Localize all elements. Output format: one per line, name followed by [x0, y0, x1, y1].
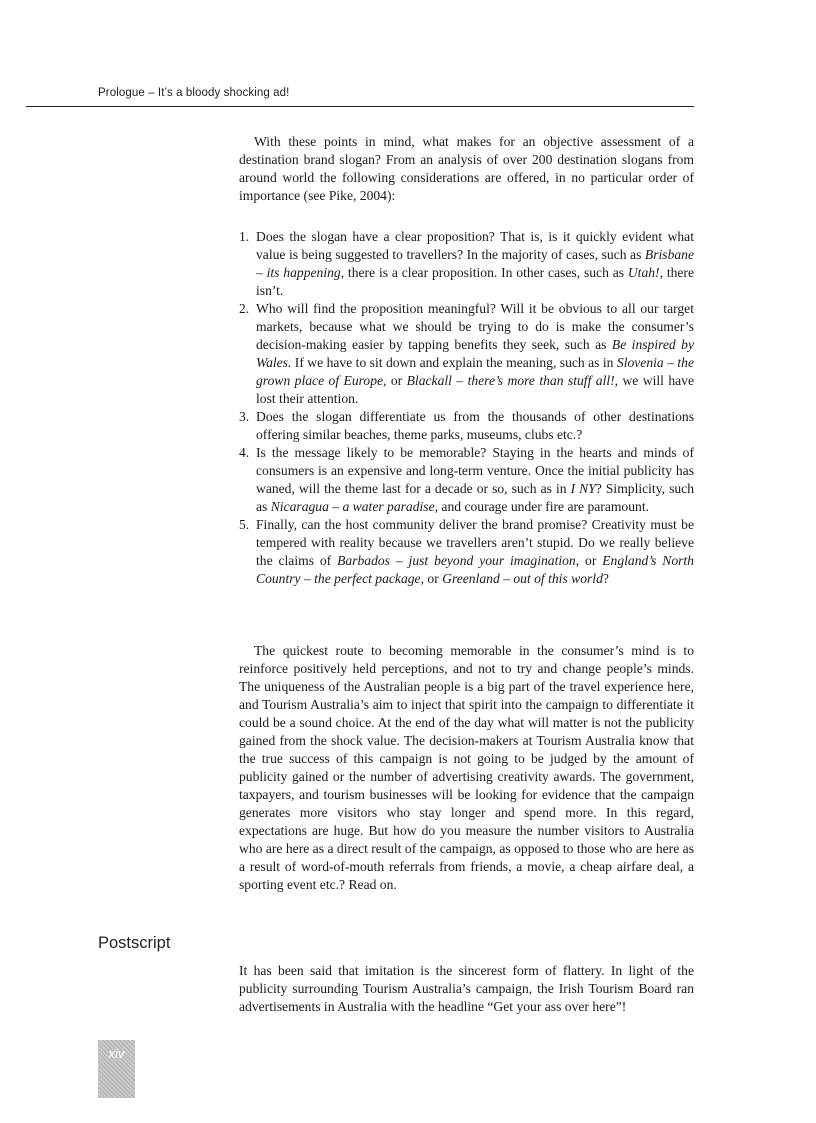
page-number-tab: [98, 1040, 135, 1098]
list-item-number: 3.: [239, 409, 250, 424]
list-item: [239, 408, 694, 444]
list-item-text: If we have to sit down and explain the meaning, such as in: [291, 355, 617, 370]
list-item-text: ? Simplicity, such as: [256, 481, 694, 514]
list-item: [239, 444, 694, 516]
slogan-text: Be inspired by Wales.: [256, 337, 694, 370]
slogan-text: Greenland – out of this world: [442, 571, 603, 586]
slogan-text: Brisbane – its happening: [256, 247, 694, 280]
slogan-text: Utah!,: [627, 265, 663, 280]
list-item: [239, 228, 694, 300]
list-item-text: , we will have lost their attention.: [256, 373, 694, 406]
slogan-text: Barbados – just beyond your imagination: [337, 553, 576, 568]
list-item-text: , or: [420, 571, 443, 586]
list-item-text: Who will find the proposition meaningful? Will it be obvious to all our target markets, because what we should be trying to do is make the consumer’s decision-making easier by tapping benefits they seek, such as: [256, 301, 694, 352]
list-item-text: Finally, can the host community deliver the brand promise? Creativity must be tempered with reality because we travellers aren’t stupid. Do we really believe the claims of: [256, 517, 694, 568]
slogan-text: Blackall – there’s more than stuff all!: [406, 373, 615, 388]
considerations-list-block: [239, 228, 694, 588]
list-item-text: , or: [383, 373, 407, 388]
list-item-text: and courage under fire are paramount.: [438, 499, 649, 514]
list-item-number: 5.: [239, 517, 250, 532]
list-item-number: 4.: [239, 445, 250, 460]
slogan-text: I NY: [570, 481, 596, 496]
page-number: xiv: [108, 1046, 125, 1061]
list-item-text: , there is a clear proposition. In other cases, such as: [340, 265, 628, 280]
list-item-number: 1.: [239, 229, 250, 244]
postscript-block: [239, 962, 694, 1016]
list-item-text: there isn’t.: [256, 265, 694, 298]
postscript-paragraph: It has been said that imitation is the sincerest form of flattery. In light of the publicity surrounding Tourism Australia’s campaign, the Irish Tourism Board ran advertisements in Australia with the headline “Get your ass over here”!: [239, 963, 694, 1014]
list-item-text: Does the slogan differentiate us from the thousands of other destinations offering similar beaches, theme parks, museums, clubs etc.?: [256, 409, 694, 442]
conclusion-paragraph-block: [239, 642, 694, 894]
list-item-text: ?: [602, 571, 609, 586]
list-item: [239, 516, 694, 588]
intro-paragraph: With these points in mind, what makes for an objective assessment of a destination brand slogan? From an analysis of over 200 destination slogans from around world the following considerations are offered, in no particular order of importance (see Pike, 2004):: [239, 134, 694, 203]
header-rule: [26, 106, 694, 107]
list-item-text: Is the message likely to be memorable? Staying in the hearts and minds of consumers is an expensive and long-term venture. Once the initial publicity has waned, will the theme last for a decade or so, such as in: [256, 445, 694, 496]
slogan-text: Nicaragua – a water paradise,: [270, 499, 439, 514]
slogan-text: England’s North Country – the perfect package: [256, 553, 694, 586]
running-head: Prologue – It’s a bloody shocking ad!: [98, 87, 290, 99]
conclusion-paragraph: The quickest route to becoming memorable in the consumer’s mind is to reinforce positively held perceptions, and not to try and change people’s minds. The uniqueness of the Australian people is a big part of the travel experience here, and Tourism Australia’s aim to inject that spirit into the campaign to differentiate it could be a sound choice. At the end of the day what will matter is not the publicity gained from the shock value. The decision-makers at Tourism Australia know that the true success of this campaign is not going to be judged by the amount of publicity gained or the number of advertising creativity awards. The government, taxpayers, and tourism businesses will be looking for evidence that the campaign generates more visitors who stay longer and spend more. In this regard, expectations are huge. But how do you measure the number visitors to Australia who are here as a direct result of the campaign, as opposed to those who are here as a result of word-of-mouth referrals from friends, a movie, a cheap airfare deal, a sporting event etc.? Read on.: [239, 643, 694, 892]
list-item-number: 2.: [239, 301, 250, 316]
list-item-text: Does the slogan have a clear proposition? That is, is it quickly evident what value is being suggested to travellers? In the majority of cases, such as: [256, 229, 694, 262]
postscript-heading: Postscript: [98, 934, 171, 952]
slogan-text: Slovenia – the grown place of Europe: [256, 355, 694, 388]
intro-paragraph-block: [239, 133, 694, 205]
list-item-text: , or: [575, 553, 603, 568]
list-item: [239, 300, 694, 408]
considerations-list: [239, 228, 694, 588]
